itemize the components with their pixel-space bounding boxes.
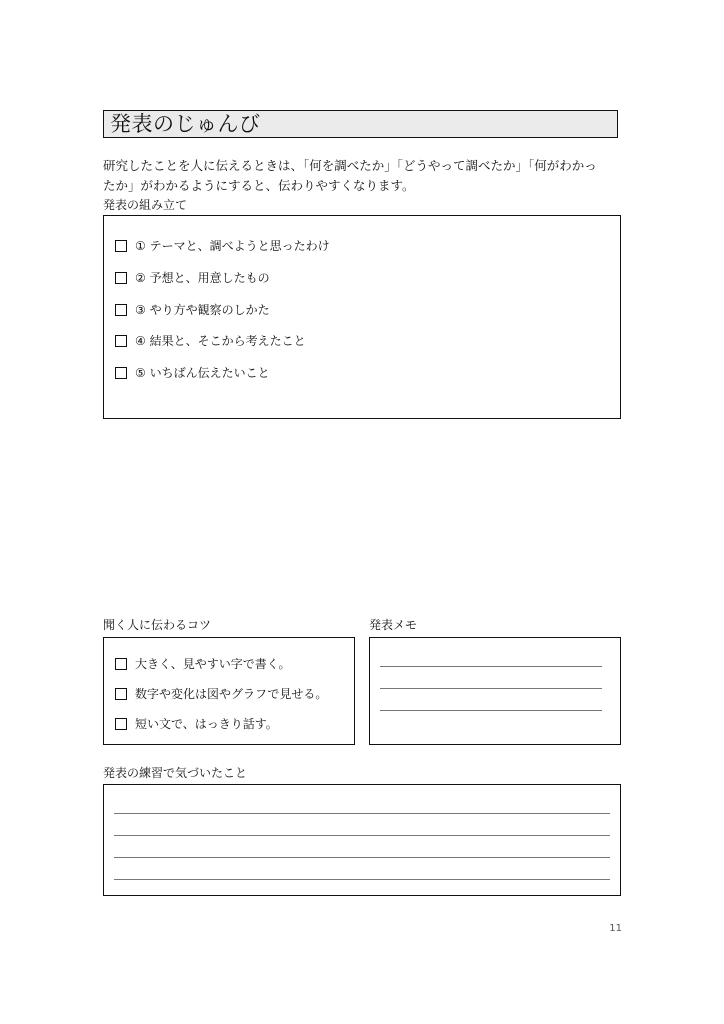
structure-label: 発表の組み立て: [103, 198, 188, 212]
tip-item-label: 大きく、見やすい字で書く。: [135, 657, 291, 671]
checkbox[interactable]: [115, 367, 127, 379]
writing-line: [114, 813, 610, 814]
checkbox[interactable]: [115, 272, 127, 284]
writing-line: [380, 666, 602, 667]
page-number: 11: [609, 923, 622, 934]
memo-label: 発表メモ: [369, 618, 418, 632]
writing-line: [380, 710, 602, 711]
writing-line: [114, 835, 610, 836]
structure-checklist-box: [103, 215, 621, 419]
structure-item-label: ③ やり方や観察のしかた: [135, 303, 270, 317]
writing-line: [380, 688, 602, 689]
tip-item-1[interactable]: [115, 655, 291, 672]
tip-item-label: 数字や変化は図やグラフで見せる。: [135, 687, 328, 701]
tip-item-3[interactable]: [115, 715, 278, 732]
tip-item-2[interactable]: [115, 685, 327, 702]
structure-item-3[interactable]: [115, 301, 270, 318]
practice-notes-box[interactable]: [103, 784, 621, 896]
tips-checklist-box: [103, 637, 355, 745]
memo-box[interactable]: [369, 637, 621, 745]
structure-item-5[interactable]: [115, 364, 270, 381]
tips-label: 聞く人に伝わるコツ: [103, 618, 212, 632]
intro-line-2: たか」がわかるようにすると、伝わりやすくなります。: [103, 178, 415, 193]
tip-item-label: 短い文で、はっきり話す。: [135, 717, 278, 731]
structure-item-4[interactable]: [115, 332, 306, 349]
intro-paragraph: [103, 156, 623, 196]
practice-label: 発表の練習で気づいたこと: [103, 766, 248, 780]
checkbox[interactable]: [115, 658, 127, 670]
checkbox[interactable]: [115, 240, 127, 252]
checkbox[interactable]: [115, 718, 127, 730]
page-title: 発表のじゅんび: [110, 111, 261, 136]
structure-item-1[interactable]: [115, 237, 330, 254]
checkbox[interactable]: [115, 688, 127, 700]
checkbox[interactable]: [115, 304, 127, 316]
writing-line: [114, 857, 610, 858]
structure-item-label: ④ 結果と、そこから考えたこと: [135, 334, 306, 348]
writing-line: [114, 879, 610, 880]
structure-item-2[interactable]: [115, 269, 270, 286]
structure-item-label: ② 予想と、用意したもの: [135, 271, 270, 285]
page-title-box: [103, 110, 618, 138]
structure-item-label: ① テーマと、調べようと思ったわけ: [135, 239, 330, 253]
intro-line-1: 研究したことを人に伝えるときは、「何を調べたか」「どうやって調べたか」「何がわかっ: [103, 158, 597, 173]
checkbox[interactable]: [115, 335, 127, 347]
structure-item-label: ⑤ いちばん伝えたいこと: [135, 366, 270, 380]
